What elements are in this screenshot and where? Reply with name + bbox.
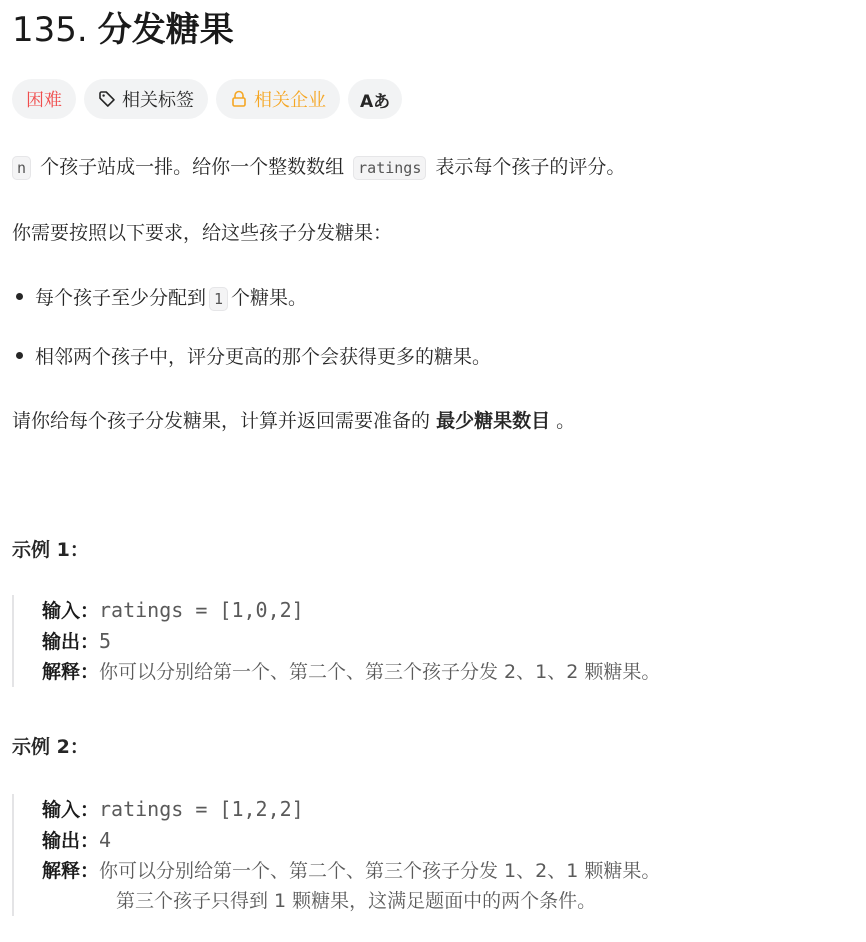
example-2-explanation bbox=[42, 856, 858, 886]
example-1-explanation bbox=[42, 657, 858, 687]
tag-bar bbox=[12, 78, 858, 120]
emphasis-text: 最少糖果数目 bbox=[436, 410, 551, 432]
inline-code-ratings: ratings bbox=[353, 156, 426, 180]
description-text: 个孩子站成一排。给你一个整数数组 bbox=[40, 156, 345, 178]
explanation-text: 你可以分别给第一个、第二个、第三个孩子分发 2、1、2 颗糖果。 bbox=[99, 661, 661, 683]
input-value: ratings = [1,2,2] bbox=[99, 797, 304, 821]
description-text: 请你给每个孩子分发糖果，计算并返回需要准备的 bbox=[12, 410, 431, 432]
input-label: 输入： bbox=[42, 600, 100, 622]
explanation-label: 解释： bbox=[42, 860, 100, 882]
tag-icon bbox=[98, 90, 116, 108]
bullet-text: 相邻两个孩子中，评分更高的那个会获得更多的糖果。 bbox=[35, 346, 492, 368]
requirement-bullet-1 bbox=[16, 284, 307, 313]
explanation-text: 你可以分别给第一个、第二个、第三个孩子分发 1、2、1 颗糖果。 bbox=[99, 860, 661, 882]
example-2-explanation-cont bbox=[42, 886, 858, 916]
translate-icon: Aあ bbox=[360, 91, 391, 112]
description-text: 表示每个孩子的评分。 bbox=[435, 156, 626, 178]
example-2-input bbox=[42, 794, 858, 825]
topics-tag-label: 相关标签 bbox=[122, 90, 194, 111]
output-label: 输出： bbox=[42, 830, 100, 852]
description-text: 。 bbox=[556, 410, 576, 432]
inline-code-n: n bbox=[12, 156, 31, 180]
example-1-output bbox=[42, 626, 858, 657]
example-1-input bbox=[42, 595, 858, 626]
difficulty-badge[interactable]: 困难 bbox=[12, 79, 76, 119]
description-paragraph-3 bbox=[12, 407, 575, 435]
bullet-text: 每个孩子至少分配到 bbox=[35, 287, 207, 309]
explanation-label: 解释： bbox=[42, 661, 100, 683]
bullet-dot bbox=[16, 293, 23, 300]
bullet-text: 个糖果。 bbox=[231, 287, 308, 309]
requirement-bullet-2 bbox=[16, 343, 491, 371]
problem-number: 135. bbox=[12, 10, 88, 50]
output-value: 4 bbox=[99, 828, 112, 852]
explanation-text: 第三个孩子只得到 1 颗糖果，这满足题面中的两个条件。 bbox=[116, 890, 597, 912]
example-1-block bbox=[12, 595, 858, 687]
description-paragraph-1 bbox=[12, 153, 625, 182]
bullet-dot bbox=[16, 352, 23, 359]
problem-name: 分发糖果 bbox=[97, 10, 234, 50]
problem-title bbox=[12, 0, 858, 54]
topics-tag-button[interactable] bbox=[84, 79, 208, 119]
example-1-title: 示例 1： bbox=[12, 539, 89, 561]
description-paragraph-2: 你需要按照以下要求，给这些孩子分发糖果： bbox=[12, 222, 393, 244]
lock-icon bbox=[230, 90, 248, 108]
companies-tag-button[interactable] bbox=[216, 79, 340, 119]
input-value: ratings = [1,0,2] bbox=[99, 598, 304, 622]
input-label: 输入： bbox=[42, 799, 100, 821]
example-2-output bbox=[42, 825, 858, 856]
inline-code-1: 1 bbox=[209, 287, 228, 311]
companies-tag-label: 相关企业 bbox=[254, 90, 326, 111]
output-value: 5 bbox=[99, 629, 112, 653]
example-2-title: 示例 2： bbox=[12, 736, 89, 758]
translate-button[interactable] bbox=[348, 79, 402, 119]
output-label: 输出： bbox=[42, 631, 100, 653]
problem-description bbox=[12, 0, 858, 912]
example-2-block bbox=[12, 794, 858, 916]
